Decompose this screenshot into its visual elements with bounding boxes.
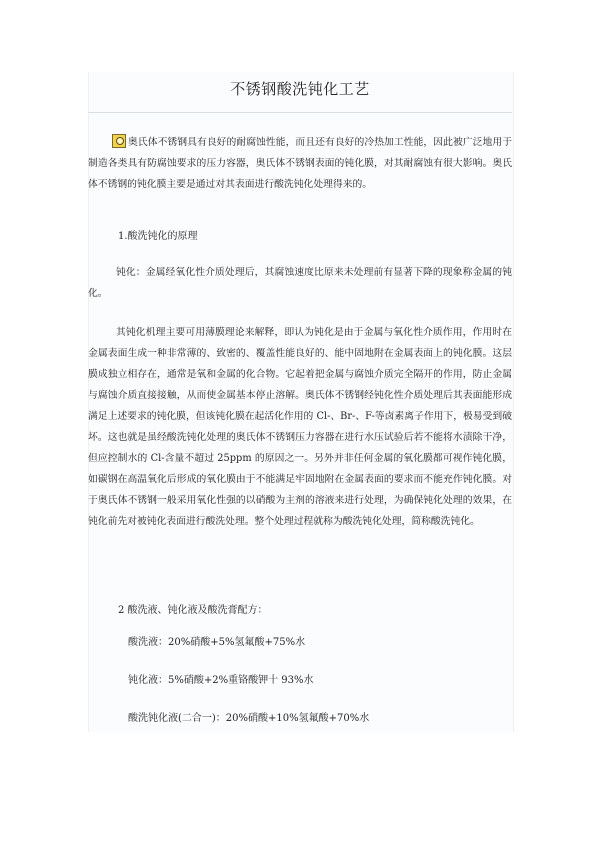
formula-pickling: 酸洗液：20%硝酸+5%氢氟酸+75%水: [128, 637, 306, 648]
mechanism-paragraph: 其钝化机理主要可用薄膜理论来解释，即认为钝化是由于金属与氧化性介质作用，作用时在金属表面生成一种非常薄的、致密的、覆盖性能良好的、能中固地附在金属表面上的钝化膜。这层膜成独立相存在，通常是氧和金属的化合物。它起着把金属与腐蚀介质完全隔开的作用，防止金属与腐蚀介质直接接触，从而使金属基本停止溶解。奥氏体不锈钢经钝化性介质处理后其表面能形成满足上述要求的钝化膜，但该钝化膜在起活化作用的 Cl-、Br-、F-等卤素离子作用下，极易受到破坏。这也就是虽经酸洗钝化处理的奥氏体不锈钢压力容器在进行水压试验后若不能将水渍除干净，但应控制水的 Cl-含量不超过 25ppm 的原因之一。另外并非任何金属的氧化膜都可视作钝化膜，如碳钢在高温氧化后形成的氧化膜由于不能满足牢固地附在金属表面的要求而不能充作钝化膜。对于奥氏体不锈钢一般采用氧化性强的以硝酸为主剂的溶液来进行处理，为确保钝化处理的效果，在钝化前先对被钝化表面进行酸洗处理。整个处理过程就称为酸洗钝化处理，简称酸洗钝化。: [88, 327, 512, 527]
title-divider: [88, 112, 512, 113]
note-icon: [112, 134, 126, 148]
formula-combined: 酸洗钝化液(二合一)：20%硝酸+10%氢氟酸+70%水: [128, 713, 370, 724]
intro-text: 奥氏体不锈钢具有良好的耐腐蚀性能，而且还有良好的冷热加工性能，因此被广泛地用于制造各类具有防腐蚀要求的压力容器，奥氏体不锈钢表面的钝化膜，对其耐腐蚀有很大影响。奥氏体不锈钢的钝化膜主要是通过对其表面进行酸洗钝化处理得来的。: [88, 137, 512, 190]
formula-passivation: 钝化液：5%硝酸+2%重铬酸钾十 93%水: [128, 675, 314, 686]
intro-paragraph: [88, 132, 512, 195]
section-heading-formulas: 2 酸洗液、钝化液及酸洗膏配方：: [118, 605, 268, 616]
page-title: 不锈钢酸洗钝化工艺: [230, 80, 370, 98]
section-heading-principle: 1.酸洗钝化的原理: [118, 231, 198, 242]
definition-paragraph: 钝化：金属经氧化性介质处理后，其腐蚀速度比原来未处理前有显著下降的现象称金属的钝化。: [88, 267, 512, 299]
